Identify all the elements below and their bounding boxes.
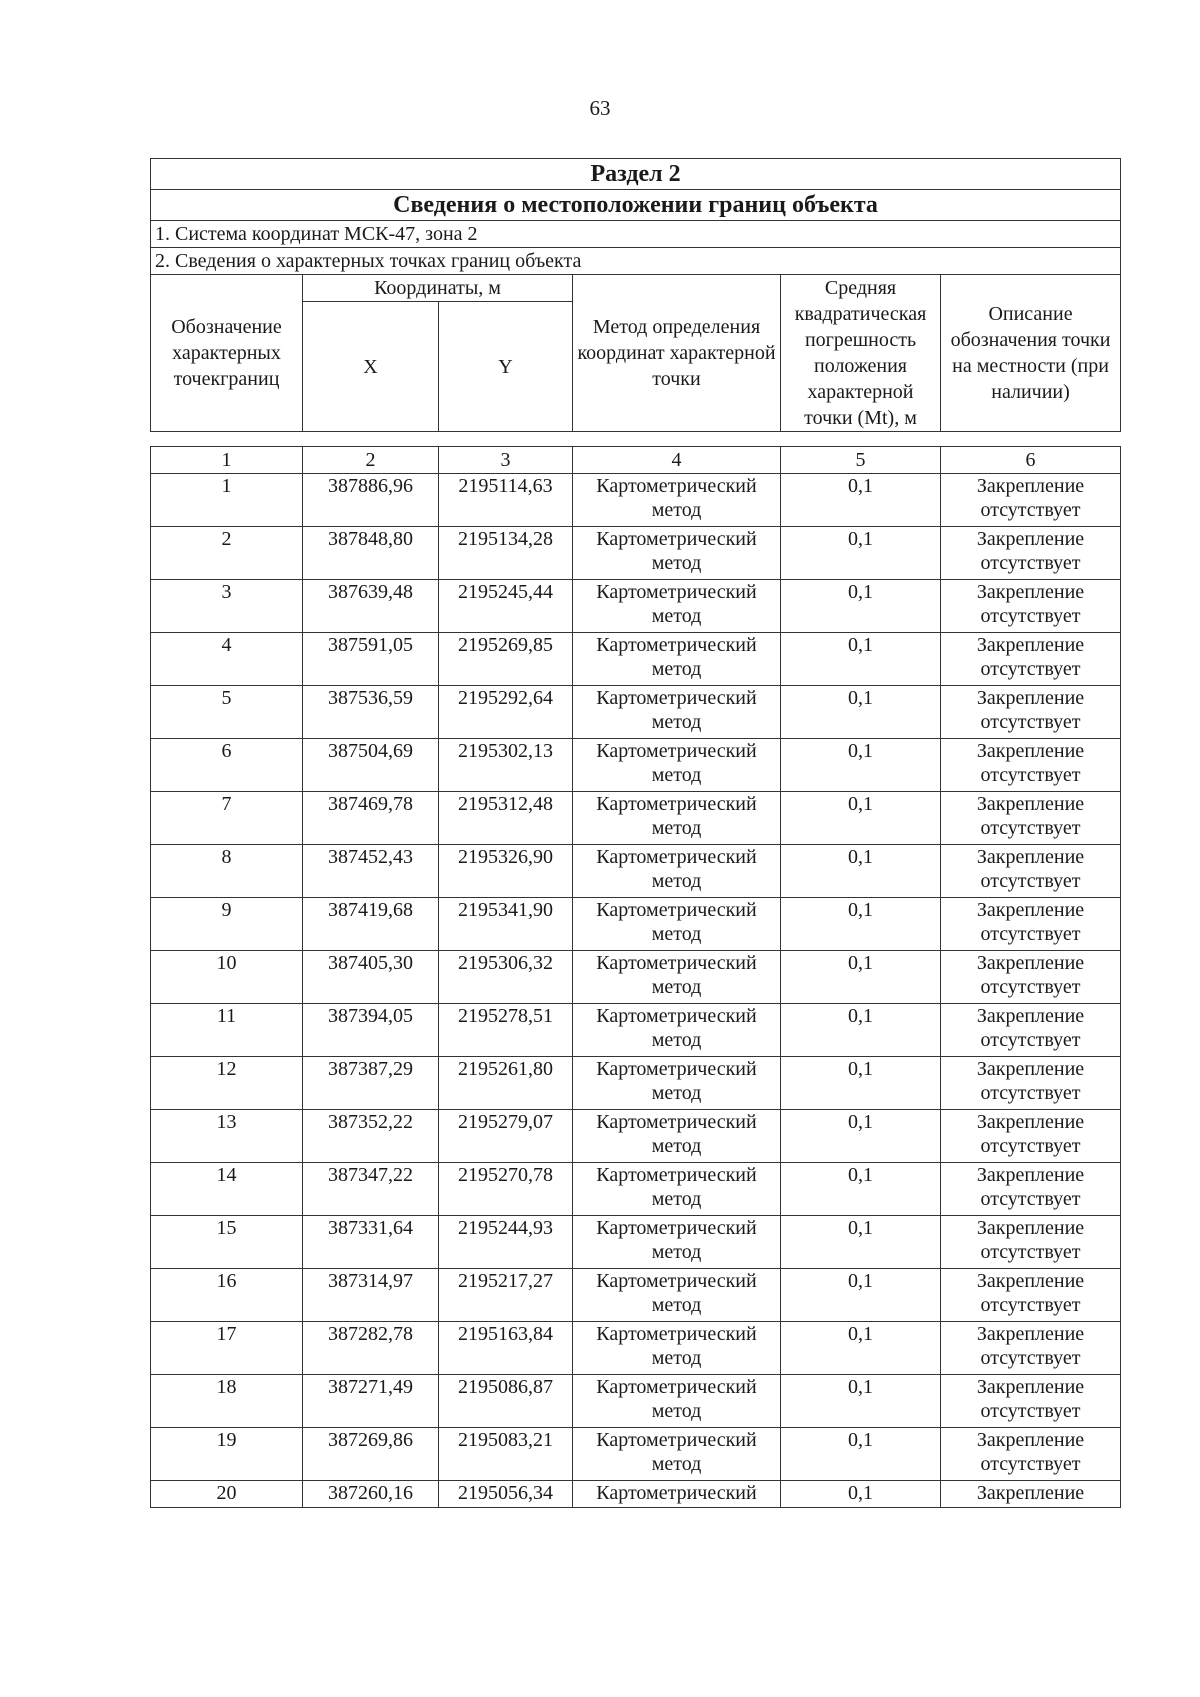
column-numbers-row	[151, 447, 1121, 474]
method-cell: Картометрический метод	[573, 845, 781, 898]
point-number-cell: 6	[151, 739, 303, 792]
description-cell: Закрепление отсутствует	[941, 633, 1121, 686]
table-row	[151, 686, 1121, 739]
point-number-cell: 15	[151, 1216, 303, 1269]
error-cell: 0,1	[781, 527, 941, 580]
point-number-cell: 17	[151, 1322, 303, 1375]
coord-y-cell: 2195134,28	[439, 527, 573, 580]
table-row	[151, 1269, 1121, 1322]
error-cell: 0,1	[781, 845, 941, 898]
coord-y-cell: 2195083,21	[439, 1428, 573, 1481]
method-cell: Картометрический метод	[573, 898, 781, 951]
error-cell: 0,1	[781, 1057, 941, 1110]
description-cell: Закрепление отсутствует	[941, 898, 1121, 951]
column-number: 6	[941, 447, 1121, 474]
point-number-cell: 1	[151, 474, 303, 527]
coord-x-cell: 387591,05	[303, 633, 439, 686]
description-cell: Закрепление отсутствует	[941, 1004, 1121, 1057]
table-row	[151, 739, 1121, 792]
coord-y-cell: 2195244,93	[439, 1216, 573, 1269]
point-number-cell: 3	[151, 580, 303, 633]
description-cell: Закрепление отсутствует	[941, 1375, 1121, 1428]
point-number-cell: 14	[151, 1163, 303, 1216]
method-cell: Картометрический метод	[573, 1110, 781, 1163]
coord-y-cell: 2195292,64	[439, 686, 573, 739]
coord-x-cell: 387394,05	[303, 1004, 439, 1057]
method-cell: Картометрический метод	[573, 1428, 781, 1481]
error-cell: 0,1	[781, 580, 941, 633]
error-cell: 0,1	[781, 739, 941, 792]
error-cell: 0,1	[781, 1375, 941, 1428]
table-row	[151, 1057, 1121, 1110]
method-cell: Картометрический метод	[573, 1269, 781, 1322]
table-row	[151, 1322, 1121, 1375]
point-number-cell: 13	[151, 1110, 303, 1163]
error-cell: 0,1	[781, 1269, 941, 1322]
description-cell: Закрепление отсутствует	[941, 1216, 1121, 1269]
method-cell: Картометрический метод	[573, 686, 781, 739]
method-cell: Картометрический метод	[573, 951, 781, 1004]
coord-x-cell: 387271,49	[303, 1375, 439, 1428]
coord-y-cell: 2195270,78	[439, 1163, 573, 1216]
description-cell: Закрепление отсутствует	[941, 527, 1121, 580]
description-cell: Закрепление	[941, 1481, 1121, 1508]
page-number: 63	[589, 96, 611, 120]
error-cell: 0,1	[781, 633, 941, 686]
table-row	[151, 1163, 1121, 1216]
method-cell: Картометрический метод	[573, 739, 781, 792]
error-cell: 0,1	[781, 1481, 941, 1508]
coord-y-cell: 2195278,51	[439, 1004, 573, 1057]
description-cell: Закрепление отсутствует	[941, 474, 1121, 527]
description-cell: Закрепление отсутствует	[941, 1163, 1121, 1216]
coord-y-cell: 2195114,63	[439, 474, 573, 527]
coord-y-cell: 2195163,84	[439, 1322, 573, 1375]
error-cell: 0,1	[781, 474, 941, 527]
coord-x-cell: 387419,68	[303, 898, 439, 951]
coord-x-cell: 387504,69	[303, 739, 439, 792]
error-cell: 0,1	[781, 792, 941, 845]
column-number: 2	[303, 447, 439, 474]
section-subtitle: Сведения о местоположении границ объекта	[151, 190, 1121, 221]
coord-system: 1. Система координат МСК-47, зона 2	[151, 221, 1121, 248]
coord-x-cell: 387387,29	[303, 1057, 439, 1110]
coord-x-cell: 387352,22	[303, 1110, 439, 1163]
coord-y-cell: 2195261,80	[439, 1057, 573, 1110]
table-row	[151, 1216, 1121, 1269]
error-cell: 0,1	[781, 1216, 941, 1269]
section-title: Раздел 2	[151, 159, 1121, 190]
point-number-cell: 5	[151, 686, 303, 739]
table-row	[151, 1110, 1121, 1163]
coord-y-cell: 2195326,90	[439, 845, 573, 898]
method-cell: Картометрический метод	[573, 1375, 781, 1428]
error-cell: 0,1	[781, 1110, 941, 1163]
method-cell: Картометрический метод	[573, 633, 781, 686]
header-y: Y	[439, 302, 573, 432]
table-row	[151, 792, 1121, 845]
table-row	[151, 845, 1121, 898]
description-cell: Закрепление отсутствует	[941, 951, 1121, 1004]
point-number-cell: 10	[151, 951, 303, 1004]
column-number: 4	[573, 447, 781, 474]
point-number-cell: 4	[151, 633, 303, 686]
error-cell: 0,1	[781, 1428, 941, 1481]
error-cell: 0,1	[781, 898, 941, 951]
coord-x-cell: 387282,78	[303, 1322, 439, 1375]
point-number-cell: 19	[151, 1428, 303, 1481]
coord-y-cell: 2195279,07	[439, 1110, 573, 1163]
point-number-cell: 12	[151, 1057, 303, 1110]
point-number-cell: 2	[151, 527, 303, 580]
description-cell: Закрепление отсутствует	[941, 1322, 1121, 1375]
coord-x-cell: 387639,48	[303, 580, 439, 633]
coord-x-cell: 387886,96	[303, 474, 439, 527]
description-cell: Закрепление отсутствует	[941, 1110, 1121, 1163]
coord-y-cell: 2195245,44	[439, 580, 573, 633]
coord-x-cell: 387269,86	[303, 1428, 439, 1481]
point-number-cell: 9	[151, 898, 303, 951]
coord-x-cell: 387331,64	[303, 1216, 439, 1269]
coord-x-cell: 387314,97	[303, 1269, 439, 1322]
point-number-cell: 18	[151, 1375, 303, 1428]
coord-y-cell: 2195341,90	[439, 898, 573, 951]
header-error: Средняя квадратическая погрешность положения характерной точки (Mt), м	[781, 275, 941, 432]
table-row	[151, 633, 1121, 686]
column-number: 3	[439, 447, 573, 474]
description-cell: Закрепление отсутствует	[941, 1057, 1121, 1110]
description-cell: Закрепление отсутствует	[941, 792, 1121, 845]
point-number-cell: 16	[151, 1269, 303, 1322]
coord-x-cell: 387469,78	[303, 792, 439, 845]
method-cell: Картометрический метод	[573, 1322, 781, 1375]
table-row	[151, 1004, 1121, 1057]
table-row	[151, 1481, 1121, 1508]
description-cell: Закрепление отсутствует	[941, 686, 1121, 739]
table-row	[151, 898, 1121, 951]
method-cell: Картометрический метод	[573, 792, 781, 845]
header-coordinates: Координаты, м	[303, 275, 573, 302]
table-row	[151, 527, 1121, 580]
column-number: 5	[781, 447, 941, 474]
point-number-cell: 11	[151, 1004, 303, 1057]
table-row	[151, 1428, 1121, 1481]
error-cell: 0,1	[781, 686, 941, 739]
coord-x-cell: 387536,59	[303, 686, 439, 739]
point-number-cell: 8	[151, 845, 303, 898]
table-row	[151, 474, 1121, 527]
coord-y-cell: 2195269,85	[439, 633, 573, 686]
method-cell: Картометрический метод	[573, 474, 781, 527]
error-cell: 0,1	[781, 1322, 941, 1375]
coord-x-cell: 387260,16	[303, 1481, 439, 1508]
header-table	[150, 158, 1121, 432]
description-cell: Закрепление отсутствует	[941, 845, 1121, 898]
header-x: X	[303, 302, 439, 432]
coord-y-cell: 2195086,87	[439, 1375, 573, 1428]
error-cell: 0,1	[781, 1163, 941, 1216]
coord-y-cell: 2195056,34	[439, 1481, 573, 1508]
point-number-cell: 20	[151, 1481, 303, 1508]
column-number: 1	[151, 447, 303, 474]
method-cell: Картометрический метод	[573, 1216, 781, 1269]
method-cell: Картометрический метод	[573, 580, 781, 633]
coord-y-cell: 2195217,27	[439, 1269, 573, 1322]
point-number-cell: 7	[151, 792, 303, 845]
description-cell: Закрепление отсутствует	[941, 580, 1121, 633]
coord-y-cell: 2195306,32	[439, 951, 573, 1004]
coord-x-cell: 387452,43	[303, 845, 439, 898]
coord-y-cell: 2195312,48	[439, 792, 573, 845]
header-designation: Обозначение характерных точекграниц	[151, 275, 303, 432]
header-method: Метод определения координат характерной точки	[573, 275, 781, 432]
header-description: Описание обозначения точки на местности (при наличии)	[941, 275, 1121, 432]
points-info: 2. Сведения о характерных точках границ объекта	[151, 248, 1121, 275]
method-cell: Картометрический метод	[573, 1163, 781, 1216]
method-cell: Картометрический	[573, 1481, 781, 1508]
points-table	[150, 446, 1121, 1508]
table-row	[151, 580, 1121, 633]
method-cell: Картометрический метод	[573, 1057, 781, 1110]
coord-y-cell: 2195302,13	[439, 739, 573, 792]
coord-x-cell: 387347,22	[303, 1163, 439, 1216]
method-cell: Картометрический метод	[573, 527, 781, 580]
method-cell: Картометрический метод	[573, 1004, 781, 1057]
table-row	[151, 951, 1121, 1004]
description-cell: Закрепление отсутствует	[941, 739, 1121, 792]
error-cell: 0,1	[781, 1004, 941, 1057]
description-cell: Закрепление отсутствует	[941, 1428, 1121, 1481]
coord-x-cell: 387848,80	[303, 527, 439, 580]
coord-x-cell: 387405,30	[303, 951, 439, 1004]
error-cell: 0,1	[781, 951, 941, 1004]
description-cell: Закрепление отсутствует	[941, 1269, 1121, 1322]
table-row	[151, 1375, 1121, 1428]
